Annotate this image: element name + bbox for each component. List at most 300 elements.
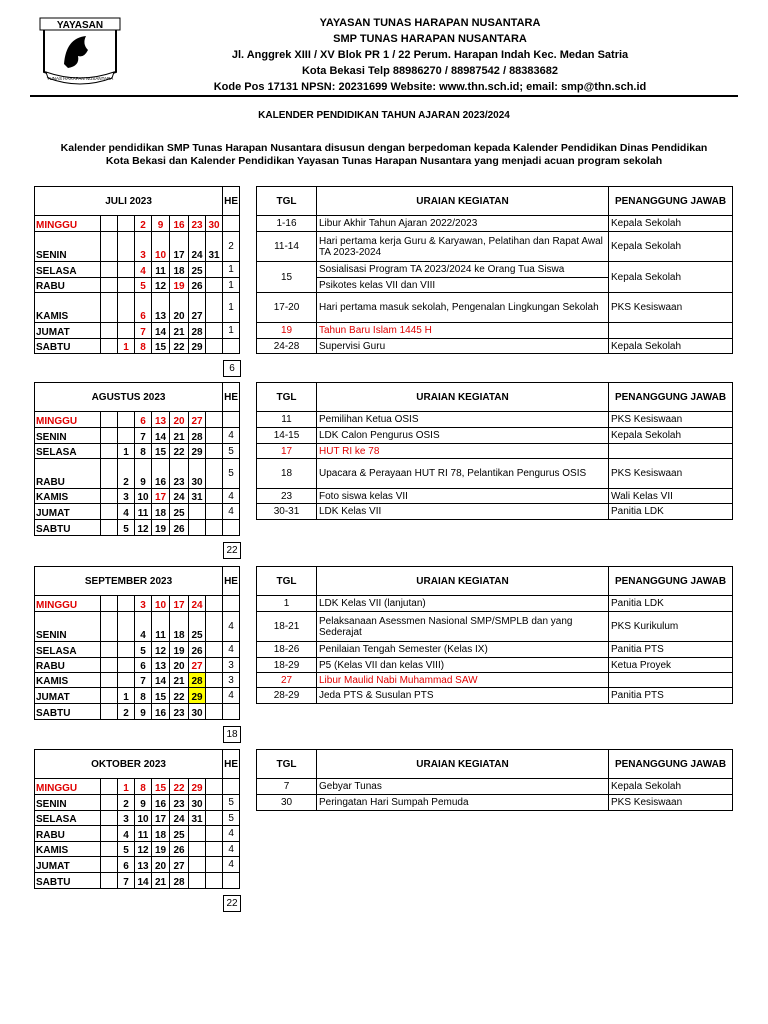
event-description: Libur Akhir Tahun Ajaran 2022/2023 <box>317 216 609 232</box>
events-header-row <box>257 187 733 216</box>
calendar-row <box>35 262 240 278</box>
date-cell <box>101 704 118 720</box>
date-cell: 19 <box>170 278 189 293</box>
event-description: P5 (Kelas VII dan kelas VIII) <box>317 658 609 673</box>
date-cell <box>189 857 206 873</box>
events-header-pj: PENANGGUNG JAWAB <box>609 750 733 779</box>
month-header-row <box>35 187 240 216</box>
date-cell: 8 <box>135 688 152 704</box>
date-cell <box>101 489 118 504</box>
he-count: 3 <box>223 673 240 688</box>
weekday-label: SABTU <box>35 520 101 536</box>
event-row <box>257 428 733 444</box>
date-cell: 15 <box>152 339 170 354</box>
logo-banner: TUNAS HARAPAN NUSANTARA <box>46 76 114 81</box>
event-responsible: PKS Kesiswaan <box>609 795 733 811</box>
date-cell: 1 <box>118 339 135 354</box>
date-cell: 11 <box>135 504 152 520</box>
events-header-row <box>257 567 733 596</box>
event-date: 7 <box>257 779 317 795</box>
calendar-row <box>35 459 240 489</box>
date-cell: 18 <box>152 504 170 520</box>
events-header-tgl: TGL <box>257 750 317 779</box>
date-cell <box>118 278 135 293</box>
events-table <box>256 566 733 704</box>
header-rule <box>30 95 738 97</box>
event-responsible: Kepala Sekolah <box>609 262 733 293</box>
date-cell: 17 <box>152 489 170 504</box>
weekday-label: KAMIS <box>35 673 101 688</box>
date-cell: 25 <box>189 262 206 278</box>
date-cell: 5 <box>118 842 135 857</box>
date-cell <box>189 520 206 536</box>
date-cell <box>101 232 118 262</box>
date-cell: 25 <box>189 612 206 642</box>
calendar-row <box>35 795 240 811</box>
event-responsible: Kepala Sekolah <box>609 779 733 795</box>
he-count: 2 <box>223 232 240 262</box>
date-cell: 2 <box>135 216 152 232</box>
event-date: 30 <box>257 795 317 811</box>
month-calendar <box>34 566 240 720</box>
event-description: Pelaksanaan Asessmen Nasional SMP/SMPLB dan yang Sederajat <box>317 612 609 642</box>
date-cell <box>206 873 223 889</box>
date-cell <box>206 779 223 795</box>
date-cell <box>206 704 223 720</box>
event-responsible: Kepala Sekolah <box>609 428 733 444</box>
date-cell <box>118 323 135 339</box>
school-phone: Kota Bekasi Telp 88986270 / 88987542 / 88383682 <box>301 65 559 77</box>
date-cell: 26 <box>189 642 206 658</box>
date-cell <box>118 262 135 278</box>
event-row <box>257 444 733 459</box>
event-row <box>257 216 733 232</box>
date-cell <box>189 826 206 842</box>
date-cell: 12 <box>152 278 170 293</box>
date-cell <box>118 673 135 688</box>
date-cell: 21 <box>170 323 189 339</box>
date-cell: 28 <box>189 428 206 444</box>
he-count: 4 <box>223 688 240 704</box>
date-cell <box>101 459 118 489</box>
date-cell: 4 <box>118 504 135 520</box>
weekday-label: SELASA <box>35 444 101 459</box>
weekday-label: SELASA <box>35 811 101 826</box>
calendar-row <box>35 596 240 612</box>
event-responsible: PKS Kesiswaan <box>609 412 733 428</box>
date-cell: 16 <box>152 704 170 720</box>
date-cell: 2 <box>118 704 135 720</box>
event-description: LDK Kelas VII (lanjutan) <box>317 596 609 612</box>
date-cell: 24 <box>170 489 189 504</box>
date-cell <box>206 278 223 293</box>
event-description: Pemilihan Ketua OSIS <box>317 412 609 428</box>
events-header-row <box>257 383 733 412</box>
event-row <box>257 323 733 339</box>
calendar-row <box>35 673 240 688</box>
date-cell <box>101 658 118 673</box>
date-cell <box>206 444 223 459</box>
date-cell: 28 <box>170 873 189 889</box>
event-date: 30-31 <box>257 504 317 520</box>
calendar-row <box>35 278 240 293</box>
date-cell <box>206 688 223 704</box>
date-cell <box>118 216 135 232</box>
date-cell: 6 <box>135 293 152 323</box>
date-cell: 16 <box>170 216 189 232</box>
event-responsible: PKS Kesiswaan <box>609 293 733 323</box>
calendar-row <box>35 612 240 642</box>
event-row <box>257 642 733 658</box>
he-count: 4 <box>223 642 240 658</box>
date-cell: 9 <box>135 795 152 811</box>
date-cell <box>189 504 206 520</box>
date-cell: 19 <box>170 642 189 658</box>
event-date: 24-28 <box>257 339 317 354</box>
weekday-label: SENIN <box>35 612 101 642</box>
document-title: KALENDER PENDIDIKAN TAHUN AJARAN 2023/2024 <box>258 110 510 121</box>
date-cell: 18 <box>170 262 189 278</box>
he-count: 1 <box>223 323 240 339</box>
calendar-row <box>35 504 240 520</box>
date-cell: 22 <box>170 339 189 354</box>
date-cell <box>101 323 118 339</box>
weekday-label: KAMIS <box>35 489 101 504</box>
event-date: 18-26 <box>257 642 317 658</box>
date-cell <box>101 612 118 642</box>
event-row <box>257 504 733 520</box>
calendar-row <box>35 428 240 444</box>
event-date: 17-20 <box>257 293 317 323</box>
date-cell: 20 <box>170 293 189 323</box>
he-count: 5 <box>223 459 240 489</box>
he-total: 22 <box>223 895 241 912</box>
date-cell: 20 <box>170 658 189 673</box>
weekday-label: SELASA <box>35 642 101 658</box>
calendar-row <box>35 412 240 428</box>
event-date: 11-14 <box>257 232 317 262</box>
date-cell: 18 <box>152 826 170 842</box>
date-cell: 9 <box>135 704 152 720</box>
events-header-pj: PENANGGUNG JAWAB <box>609 383 733 412</box>
event-date: 18-29 <box>257 658 317 673</box>
weekday-label: SENIN <box>35 795 101 811</box>
date-cell: 2 <box>118 795 135 811</box>
date-cell: 13 <box>152 293 170 323</box>
event-description: Foto siswa kelas VII <box>317 489 609 504</box>
he-count <box>223 412 240 428</box>
calendar-row <box>35 688 240 704</box>
event-responsible: Kepala Sekolah <box>609 232 733 262</box>
date-cell: 12 <box>135 842 152 857</box>
event-date: 14-15 <box>257 428 317 444</box>
date-cell <box>206 339 223 354</box>
he-count <box>223 779 240 795</box>
he-count: 4 <box>223 826 240 842</box>
date-cell: 11 <box>152 612 170 642</box>
date-cell: 3 <box>135 596 152 612</box>
calendar-row <box>35 323 240 339</box>
he-count: 5 <box>223 811 240 826</box>
event-row <box>257 795 733 811</box>
event-description: Tahun Baru Islam 1445 H <box>317 323 609 339</box>
date-cell: 4 <box>118 826 135 842</box>
he-count: 4 <box>223 857 240 873</box>
date-cell <box>118 412 135 428</box>
date-cell <box>206 262 223 278</box>
he-count: 4 <box>223 489 240 504</box>
date-cell: 24 <box>189 596 206 612</box>
calendar-row <box>35 293 240 323</box>
date-cell: 13 <box>152 412 170 428</box>
event-responsible: Ketua Proyek <box>609 658 733 673</box>
date-cell <box>206 811 223 826</box>
date-cell: 7 <box>135 323 152 339</box>
weekday-label: RABU <box>35 278 101 293</box>
he-count <box>223 873 240 889</box>
date-cell: 17 <box>152 811 170 826</box>
date-cell: 15 <box>152 688 170 704</box>
date-cell: 7 <box>135 428 152 444</box>
event-row <box>257 293 733 323</box>
date-cell: 10 <box>152 596 170 612</box>
date-cell: 24 <box>189 232 206 262</box>
date-cell: 7 <box>118 873 135 889</box>
date-cell: 31 <box>189 489 206 504</box>
event-description: Peringatan Hari Sumpah Pemuda <box>317 795 609 811</box>
month-name: SEPTEMBER 2023 <box>35 567 223 596</box>
date-cell <box>206 642 223 658</box>
he-count: 4 <box>223 504 240 520</box>
month-name: AGUSTUS 2023 <box>35 383 223 412</box>
events-header-pj: PENANGGUNG JAWAB <box>609 567 733 596</box>
date-cell: 21 <box>170 673 189 688</box>
weekday-label: JUMAT <box>35 857 101 873</box>
month-calendar <box>34 382 240 536</box>
event-responsible <box>609 323 733 339</box>
date-cell <box>206 826 223 842</box>
date-cell <box>206 795 223 811</box>
date-cell <box>101 444 118 459</box>
date-cell: 10 <box>152 232 170 262</box>
date-cell: 30 <box>206 216 223 232</box>
date-cell <box>206 673 223 688</box>
he-count <box>223 704 240 720</box>
events-header-row <box>257 750 733 779</box>
date-cell: 28 <box>189 323 206 339</box>
date-cell: 16 <box>152 795 170 811</box>
calendar-row <box>35 873 240 889</box>
intro-paragraph <box>30 142 738 168</box>
event-responsible: Wali Kelas VII <box>609 489 733 504</box>
calendar-row <box>35 232 240 262</box>
event-description: LDK Calon Pengurus OSIS <box>317 428 609 444</box>
date-cell: 14 <box>152 323 170 339</box>
date-cell: 6 <box>118 857 135 873</box>
date-cell: 18 <box>170 612 189 642</box>
event-description: Penilaian Tengah Semester (Kelas IX) <box>317 642 609 658</box>
event-date: 27 <box>257 673 317 688</box>
logo-text: YAYASAN <box>56 20 104 31</box>
he-count <box>223 216 240 232</box>
event-row <box>257 596 733 612</box>
event-row <box>257 688 733 704</box>
he-header: HE <box>223 187 240 216</box>
event-row <box>257 612 733 642</box>
date-cell <box>118 642 135 658</box>
he-count: 5 <box>223 444 240 459</box>
he-count: 1 <box>223 278 240 293</box>
he-count: 3 <box>223 658 240 673</box>
date-cell: 13 <box>152 658 170 673</box>
date-cell: 29 <box>189 779 206 795</box>
date-cell: 5 <box>135 278 152 293</box>
date-cell <box>206 857 223 873</box>
date-cell <box>206 504 223 520</box>
event-date: 19 <box>257 323 317 339</box>
weekday-label: JUMAT <box>35 323 101 339</box>
events-table <box>256 749 733 811</box>
weekday-label: MINGGU <box>35 779 101 795</box>
date-cell: 20 <box>152 857 170 873</box>
events-header-uraian: URAIAN KEGIATAN <box>317 750 609 779</box>
event-row <box>257 262 733 278</box>
date-cell: 21 <box>152 873 170 889</box>
date-cell: 15 <box>152 444 170 459</box>
calendar-row <box>35 339 240 354</box>
he-total: 18 <box>223 726 241 743</box>
date-cell: 23 <box>170 795 189 811</box>
date-cell: 23 <box>170 704 189 720</box>
date-cell <box>206 842 223 857</box>
events-table <box>256 186 733 354</box>
event-date: 18-21 <box>257 612 317 642</box>
he-header: HE <box>223 567 240 596</box>
date-cell: 30 <box>189 459 206 489</box>
weekday-label: KAMIS <box>35 293 101 323</box>
date-cell <box>101 596 118 612</box>
foundation-name: YAYASAN TUNAS HARAPAN NUSANTARA <box>319 17 541 29</box>
date-cell: 8 <box>135 779 152 795</box>
date-cell: 3 <box>118 811 135 826</box>
event-responsible: Panitia PTS <box>609 642 733 658</box>
weekday-label: SENIN <box>35 428 101 444</box>
he-header: HE <box>223 383 240 412</box>
date-cell <box>118 428 135 444</box>
date-cell: 27 <box>170 857 189 873</box>
intro-line: Kota Bekasi dan Kalender Pendidikan Yayasan Tunas Harapan Nusantara yang menjadi acuan program sekolah <box>105 155 663 167</box>
calendar-row <box>35 216 240 232</box>
event-responsible <box>609 444 733 459</box>
date-cell: 14 <box>152 428 170 444</box>
event-date: 18 <box>257 459 317 489</box>
calendar-row <box>35 826 240 842</box>
weekday-label: SABTU <box>35 339 101 354</box>
date-cell: 22 <box>170 444 189 459</box>
event-description: Jeda PTS & Susulan PTS <box>317 688 609 704</box>
calendar-row <box>35 444 240 459</box>
date-cell <box>206 658 223 673</box>
event-responsible: Panitia LDK <box>609 504 733 520</box>
month-calendar <box>34 186 240 354</box>
date-cell: 10 <box>135 489 152 504</box>
calendar-row <box>35 658 240 673</box>
date-cell <box>206 596 223 612</box>
weekday-label: RABU <box>35 658 101 673</box>
weekday-label: MINGGU <box>35 412 101 428</box>
events-header-tgl: TGL <box>257 383 317 412</box>
event-row <box>257 459 733 489</box>
events-header-pj: PENANGGUNG JAWAB <box>609 187 733 216</box>
event-description: Gebyar Tunas <box>317 779 609 795</box>
event-date: 15 <box>257 262 317 293</box>
date-cell <box>101 842 118 857</box>
date-cell: 8 <box>135 444 152 459</box>
date-cell: 16 <box>152 459 170 489</box>
weekday-label: SENIN <box>35 232 101 262</box>
event-description: Supervisi Guru <box>317 339 609 354</box>
month-name: JULI 2023 <box>35 187 223 216</box>
date-cell <box>101 811 118 826</box>
date-cell: 23 <box>170 459 189 489</box>
month-calendar <box>34 749 240 889</box>
he-total: 6 <box>223 360 241 377</box>
date-cell: 12 <box>135 520 152 536</box>
school-name: SMP TUNAS HARAPAN NUSANTARA <box>333 33 527 45</box>
date-cell <box>101 412 118 428</box>
date-cell <box>101 873 118 889</box>
event-responsible <box>609 673 733 688</box>
event-date: 28-29 <box>257 688 317 704</box>
date-cell: 5 <box>135 642 152 658</box>
event-description: Hari pertama kerja Guru & Karyawan, Pelatihan dan Rapat Awal TA 2023-2024 <box>317 232 609 262</box>
date-cell: 9 <box>135 459 152 489</box>
date-cell: 7 <box>135 673 152 688</box>
school-address: Jl. Anggrek XIII / XV Blok PR 1 / 22 Perum. Harapan Indah Kec. Medan Satria <box>231 49 629 61</box>
event-row <box>257 339 733 354</box>
date-cell <box>101 795 118 811</box>
he-count: 4 <box>223 842 240 857</box>
event-date: 1-16 <box>257 216 317 232</box>
date-cell: 19 <box>152 520 170 536</box>
date-cell <box>101 428 118 444</box>
he-header: HE <box>223 750 240 779</box>
date-cell: 23 <box>189 216 206 232</box>
date-cell: 14 <box>152 673 170 688</box>
date-cell: 3 <box>118 489 135 504</box>
he-count: 1 <box>223 262 240 278</box>
date-cell <box>206 612 223 642</box>
weekday-label: SELASA <box>35 262 101 278</box>
school-logo <box>34 14 126 88</box>
calendar-row <box>35 857 240 873</box>
date-cell <box>206 323 223 339</box>
date-cell: 22 <box>170 779 189 795</box>
weekday-label: SABTU <box>35 873 101 889</box>
date-cell: 24 <box>170 811 189 826</box>
date-cell: 3 <box>135 232 152 262</box>
calendar-row <box>35 704 240 720</box>
events-header-uraian: URAIAN KEGIATAN <box>317 383 609 412</box>
date-cell: 5 <box>118 520 135 536</box>
date-cell: 26 <box>170 520 189 536</box>
calendar-row <box>35 642 240 658</box>
event-responsible: PKS Kesiswaan <box>609 459 733 489</box>
event-description: Libur Maulid Nabi Muhammad SAW <box>317 673 609 688</box>
weekday-label: SABTU <box>35 704 101 720</box>
date-cell <box>101 278 118 293</box>
event-description: Hari pertama masuk sekolah, Pengenalan Lingkungan Sekolah <box>317 293 609 323</box>
